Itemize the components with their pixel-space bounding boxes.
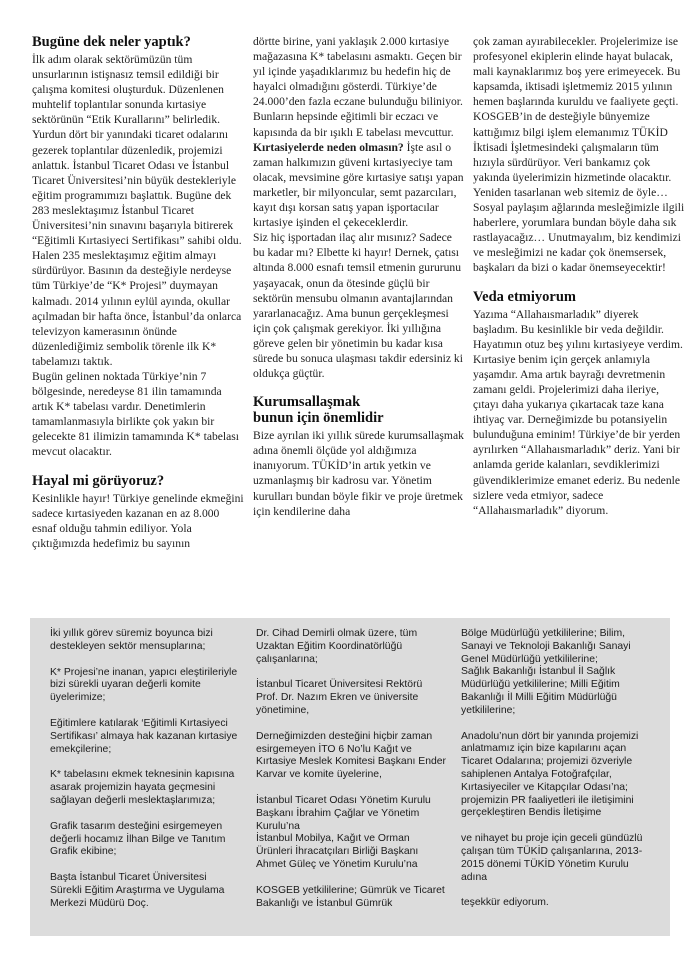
paragraph: Yazıma “Allahaısmarladık” diyerek başladım. Bu kesinlikle bir veda değildir. Hayatımın otuz beş yılını kırtasiyeye verdim. Kırtasiye benim için gerçek anlamıyla yaşamdır. Ama artık bayrağı devretmenin zamanı geldi. Projelerimizi daha ileriye, çıtayı daha yukarıya çıkartacak taze kana ihtiyaç var. Derneğimizde bu potansiyelin bulunduğuna eminim! Türkiye’de bir yerden ayrılırken “Allahaısmarladık” deriz. Yani bir anlamda geride kalanları, sevdiklerimizi güvendiklerimize emanet ederiz. Bu nedenle sizlere veda etmiyor, sadece “Allahaısmarladık” diyorum. (473, 307, 683, 517)
acknowledgement-item: Anadolu’nun dört bir yanında projemizi anlatmamız için bize kapılarını açan Ticaret Odalarına; projemizi özveriyle sahiplenen Antalya Fotoğrafçılar, Kırtasiyeciler ve Kitapçılar Odası’na; projemizin PR faaliyetleri ile iletişimini gerçekleştiren Bendis İletişime (461, 730, 639, 819)
heading-what-we-did: Bugüne dek neler yaptık? (32, 34, 191, 50)
acknowledgements-box (30, 618, 670, 936)
acknowledgement-item: İstanbul Ticaret Üniversitesi Rektörü Prof. Dr. Nazım Ekren ve üniversite yönetimine, (256, 679, 423, 716)
acknowledgement-item: KOSGEB yetkililerine; Gümrük ve Ticaret Bakanlığı ve İstanbul Gümrük (256, 884, 445, 909)
acknowledgement-item: Başta İstanbul Ticaret Üniversitesi Sürekli Eğitim Araştırma ve Uygulama Merkezi Müdürü Doç. (50, 872, 225, 909)
acknowledgements-column-2 (256, 628, 446, 923)
paragraph: Kesinlikle hayır! Türkiye genelinde ekmeğini sadece kırtasiyeden kazanan en az 8.000 esnaf olduğu tahmin ediliyor. Yola çıktığımızda hedefimiz bu sayının (32, 491, 244, 550)
paragraph: Bugün gelinen noktada Türkiye’nin 7 bölgesinde, neredeyse 81 ilin tamamında artık K* tabelası vardır. Denetimlerin tamamlanmasıyla birlikte çok yakın bir gelecekte 81 ilimizin tamamında K* tabelası mevcut olacaktır. (32, 369, 240, 459)
article-column-1 (32, 34, 244, 551)
paragraph-text: dörtte birine, yani yaklaşık 2.000 kırtasiye mağazasına K* tabelasını asmaktı. Geçen bir yıl içinde yaşadıklarımız bu hedefin hiç de hayalci olmadığını gösterdi. Türkiye’de 24.000’den fazla eczane bulunduğu biliniyor. Bunların hepsinde eğitimli bir eczacı ve kapısında da bir ışıklı E tabelası mevcuttur. (253, 35, 463, 139)
acknowledgement-item: teşekkür ediyorum. (461, 897, 549, 909)
paragraph: çok zaman ayırabilecekler. Projelerimize ise profesyonel ekiplerin elinde hayat bulacak, mali kaynaklarımız boş yere erimeyecek. Bu kapsamda, iktisadi işletmemiz 2015 yılının hemen başlarında kuruldu ve faaliyete geçti. KOSGEB’in de desteğiyle bünyemize kattığımız bilgi işlem elemanımız TÜKİD İktisadi İşletmesindeki çalışmaların tüm hızıyla sürdürüyor. Veri bankamız çok yakında üyelerimizin hizmetinde olacaktır. Yeniden tasarlanan web sitemiz de öyle… Sosyal paylaşım ağlarında mesleğimizle ilgili haberlere, yorumlara bundan böyle daha sık rastlayacağız… Unutmayalım, biz kendimizi ve mesleğimizi ne kadar çok önemsersek, başkaları da bizi o kadar önemseyecektir! (473, 35, 685, 275)
acknowledgement-item: ve nihayet bu proje için geceli gündüzlü çalışan tüm TÜKİD çalışanlarına, 2013-2015 dönemi TÜKİD Yönetim Kurulu adına (461, 833, 643, 883)
article-column-2 (253, 34, 465, 519)
paragraph: Bize ayrılan iki yıllık sürede kurumsallaşmak adına önemli ölçüde yol aldığımıza inanıyorum. TÜKİD’in artık yetkin ve uzmanlaşmış bir kadrosu var. Yönetim kurulları bundan böyle fikir ve proje üretmek için kendilerine daha (253, 429, 464, 518)
acknowledgement-item: K* Projesi’ne inanan, yapıcı eleştirileriyle bizi sürekli uyaran değerli komite üyelerimize; (50, 666, 238, 704)
paragraph: Siz hiç işportadan ilaç alır mısınız? Sadece bu kadar mı? Elbette ki hayır! Dernek, çatısı altında 8.000 esnafı temsil etmenin gururunu yaşayacak, onun da ötesinde güçlü bir sektörün mensubu olmanın avantajlarından yararlanacağız. Ama bunun gerçekleşmesi için çok çalışmak gerekiyor. İki yıllığına göreve gelen bir yönetimin bu kadar kısa sürede bu sonuca ulaşması takdir edersiniz ki oldukça güçtür. (253, 231, 463, 381)
heading-institutionalize (253, 394, 465, 426)
heading-line: bunun için önemlidir (253, 410, 384, 427)
acknowledgement-item: İki yıllık görev süremiz boyunca bizi destekleyen sektör mensuplarına; (50, 628, 213, 652)
heading-line: Kurumsallaşmak (253, 394, 361, 411)
acknowledgements-column-3 (461, 628, 651, 923)
acknowledgement-item: Bölge Müdürlüğü yetkililerine; Bilim, Sanayi ve Teknoloji Bakanlığı Sanayi Genel Müdürlüğü yetkililerine; Sağlık Bakanlığı İstanbul İl Sağlık Müdürlüğü yetkililerine; Milli Eğitim Bakanlığı İl Milli Eğitim Müdürlüğü yetkililerine; (461, 628, 631, 716)
paragraph (253, 34, 465, 230)
heading-farewell: Veda etmiyorum (473, 288, 576, 305)
acknowledgement-item: Grafik tasarım desteğini esirgemeyen değerli hocamız İlhan Bilge ve Tanıtım Grafik ekibine; (50, 820, 226, 858)
bold-question: Kırtasiyelerde neden olmasın? (253, 140, 404, 154)
paragraph-text: İşte asıl o zaman halkımızın güveni kırtasiyeciye tam olacak, mevsimine göre kırtasiye satışı yapan marketler, bir milyoncular, semt pazarcıları, kayıt dışı korsan satış yapan işportacılar kırtasiye işinden el çekeceklerdir. (253, 140, 464, 230)
article-column-3 (473, 34, 685, 518)
acknowledgements-column-1 (50, 628, 240, 924)
acknowledgement-item: İstanbul Ticaret Odası Yönetim Kurulu Başkanı İbrahim Çağlar ve Yönetim Kurulu’na İstanbul Mobilya, Kağıt ve Orman Ürünleri İhracatçıları Birliği Başkanı Ahmet Güleç ve Yönetim Kurulu’na (256, 794, 431, 870)
acknowledgement-item: Dr. Cihad Demirli olmak üzere, tüm Uzaktan Eğitim Koordinatörlüğü çalışanlarına; (256, 628, 418, 665)
heading-dream: Hayal mi görüyoruz? (32, 472, 165, 489)
paragraph: İlk adım olarak sektörümüzün tüm unsurlarının istişnasız temsil edildiği bir çalışma komitesi oluşturduk. Düzenlenen muhtelif toplantılar sonunda kırtasiye sektörünün “Etik Kurallarını” belirledik. Yurdun dört bir yanındaki ticaret odalarını gezerek toplantılar düzenledik, projemizi anlattık. İstanbul Ticaret Odası ve İstanbul Ticaret Üniversitesi’nin büyük destekleriyle eğitim programımızı başlattık. Bugüne dek 283 meslektaşımız İstanbul Ticaret Üniversitesi’nin sınavını başarıyla bitirerek “Eğitimli Kırtasiyeci Sertifikası” sahibi oldu. Halen 235 meslektaşımız eğitim almayı sürdürüyor. Basının da desteğiyle nerdeyse tüm Türkiye’de “K* Projesi” duymayan kalmadı. 2014 yılının eylül ayında, okullar açılmadan bir hafta önce, İstanbul’da onlarca televizyon kamerasının önünde düzenlediğimiz sembolik törenle ilk K* tabelamızı taktık. (32, 53, 242, 368)
acknowledgement-item: K* tabelasını ekmek teknesinin kapısına asarak projemizin hayata geçmesini sağlayan değerli meslektaşlarımıza; (50, 769, 235, 806)
acknowledgement-item: Derneğimizden desteğini hiçbir zaman esirgemeyen İTO 6 No’lu Kağıt ve Kırtasiye Meslek Komitesi Başkanı Ender Karvar ve komite üyelerine, (256, 730, 446, 781)
acknowledgement-item: Eğitimlere katılarak ‘Eğitimli Kırtasiyeci Sertifikası’ almaya hak kazanan kırtasiye emekçilerine; (50, 717, 238, 755)
